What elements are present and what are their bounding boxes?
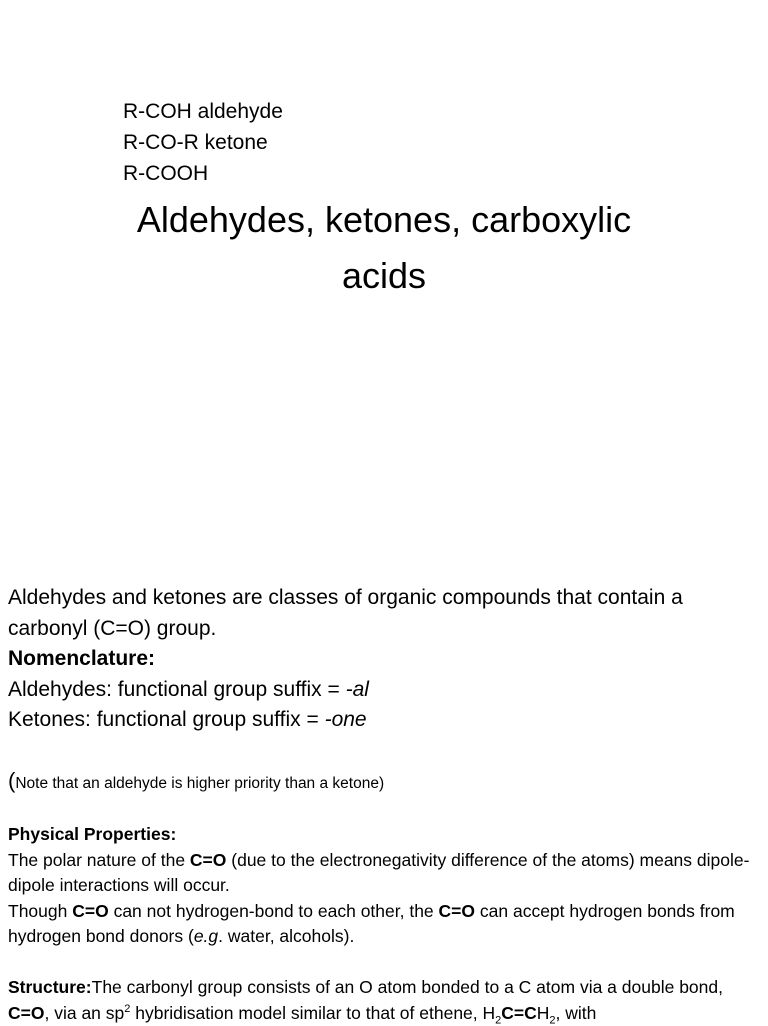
carbonyl-formula: C=O	[438, 900, 476, 921]
intro-section	[8, 583, 763, 736]
ketones-suffix-label: Ketones: functional group suffix =	[8, 708, 325, 731]
carbonyl-formula: C=O	[72, 900, 109, 921]
formula-aldehyde: R-COH aldehyde	[123, 100, 283, 123]
carbonyl-formula: C=O	[189, 849, 227, 870]
superscript: 2	[124, 1002, 131, 1015]
subscript: 2	[549, 1014, 556, 1026]
text-run: , via an sp	[44, 1002, 125, 1023]
ethene-double-bond: C=C	[501, 1002, 537, 1023]
text-run: The polar nature of the	[8, 849, 190, 870]
physical-properties-paragraph-2	[8, 899, 763, 950]
priority-note	[8, 768, 384, 794]
text-run: . water, alcohols).	[218, 926, 355, 946]
page-title-line1: Aldehydes, ketones, carboxylic	[136, 199, 632, 240]
carbonyl-formula: C=O	[8, 1002, 45, 1023]
aldehydes-suffix-label: Aldehydes: functional group suffix =	[8, 677, 346, 701]
ketones-suffix-value: -one	[324, 708, 367, 731]
structure-section	[8, 975, 763, 1026]
formula-ketone: R-CO-R ketone	[123, 131, 268, 154]
ketones-suffix-line	[8, 705, 763, 736]
text-run: can not hydrogen-bond to each other, the	[108, 900, 439, 921]
text-run: Though	[8, 900, 73, 921]
page-title	[0, 192, 768, 304]
eg-abbreviation: e.g	[193, 926, 219, 946]
formula-carboxylic-acid: R-COOH	[123, 162, 209, 185]
text-run: The carbonyl group consists of an O atom bonded to a C atom via a double bond,	[91, 977, 723, 997]
page-title-line2: acids	[341, 255, 427, 296]
text-run: hybridisation model similar to that of ethene, H	[130, 1002, 496, 1023]
text-run: H	[536, 1002, 550, 1023]
physical-properties-section	[8, 822, 763, 950]
text-run: can accept hydrogen bonds from hydrogen bond donors (	[8, 900, 735, 946]
physical-properties-heading: Physical Properties:	[8, 824, 177, 844]
text-run: , with	[555, 1002, 597, 1023]
structure-heading: Structure:	[8, 977, 92, 997]
note-text: Note that an aldehyde is higher priority than a ketone)	[15, 775, 385, 792]
note-open-paren: (	[8, 768, 16, 793]
aldehydes-suffix-value: -al	[345, 677, 369, 701]
nomenclature-heading: Nomenclature:	[8, 647, 156, 670]
structure-paragraph	[8, 975, 763, 1026]
physical-properties-paragraph-1	[8, 848, 763, 899]
aldehydes-suffix-line	[8, 675, 763, 706]
intro-sentence: Aldehydes and ketones are classes of organic compounds that contain a carbonyl (C=O) group.	[8, 586, 683, 640]
formula-list	[123, 96, 283, 189]
subscript: 2	[495, 1014, 502, 1026]
text-run: (due to the electronegativity difference of the atoms) means dipole-dipole interactions will occur.	[8, 849, 750, 895]
